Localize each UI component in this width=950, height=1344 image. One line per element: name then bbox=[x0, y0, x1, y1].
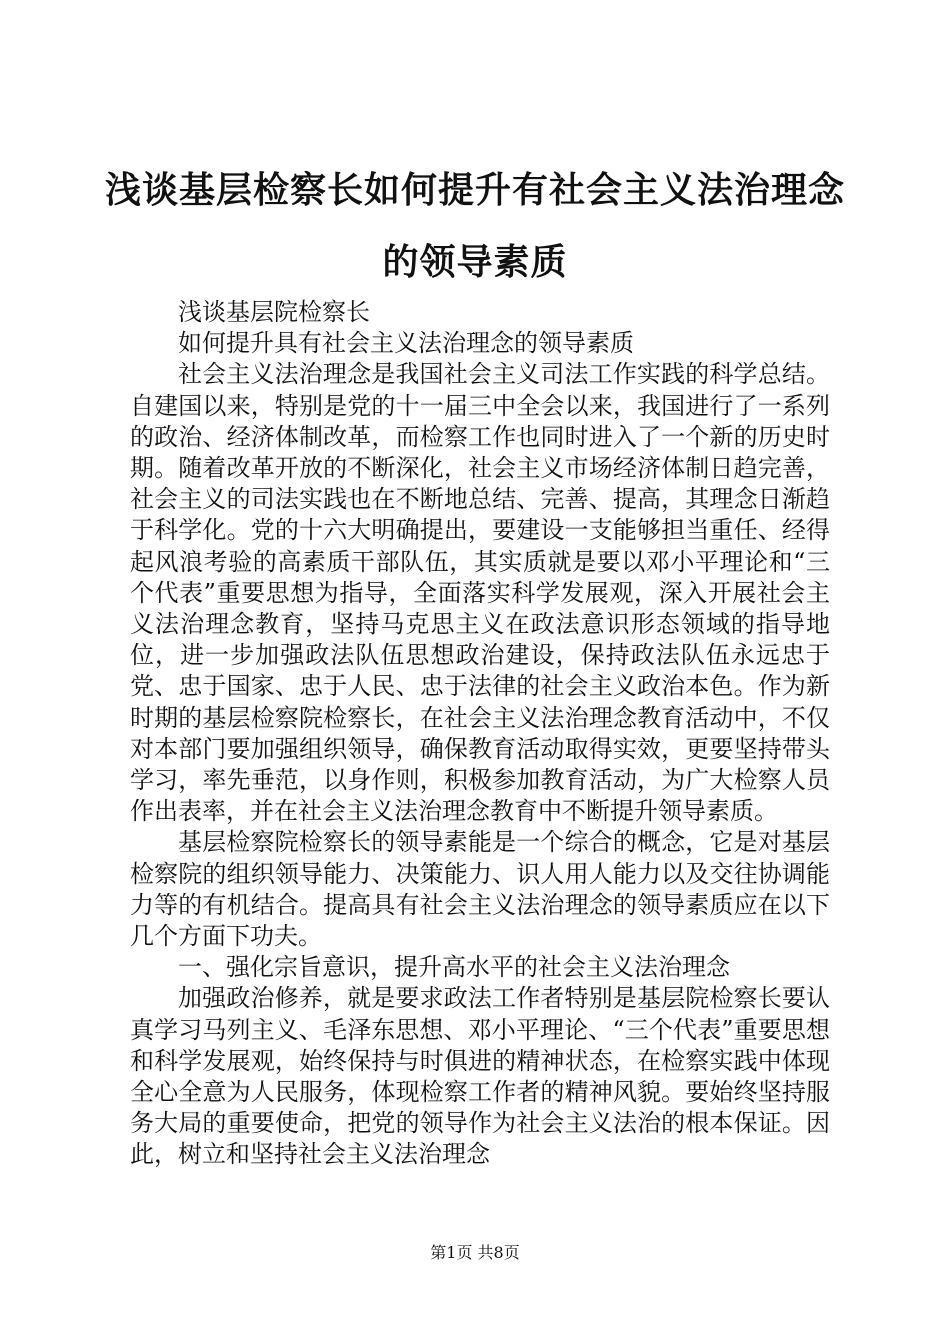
section-heading-1: 一、强化宗旨意识，提升高水平的社会主义法治理念 bbox=[178, 953, 730, 982]
subtitle-line-1: 浅谈基层院检察长 bbox=[178, 298, 370, 326]
document-body bbox=[130, 297, 830, 1171]
document-title: 浅谈基层检察长如何提升有社会主义法治理念的领导素质 bbox=[104, 169, 845, 283]
subtitle-line-2: 如何提升具有社会主义法治理念的领导素质 bbox=[178, 329, 634, 358]
paragraph-section-1: 加强政治修养，就是要求政法工作者特别是基层院检察长要认真学习马列主义、毛泽东思想、邓小平理论、“三个代表”重要思想和科学发展观，始终保持与时俱进的精神状态，在检察实践中体现全心全意为人民服务，体现检察工作者的精神风貌。要始终坚持服务大局的重要使命，把党的领导作为社会主义法治的根本保证。因此，树立和坚持社会主义法治理念 bbox=[130, 984, 830, 1169]
page-footer: 第1页 共8页 bbox=[430, 1243, 520, 1262]
paragraph-intro: 社会主义法治理念是我国社会主义司法工作实践的科学总结。自建国以来，特别是党的十一届三中全会以来，我国进行了一系列的政治、经济体制改革，而检察工作也同时进入了一个新的历史时期。随着改革开放的不断深化，社会主义市场经济体制日趋完善，社会主义的司法实践也在不断地总结、完善、提高，其理念日渐趋于科学化。党的十六大明确提出，要建设一支能够担当重任、经得起风浪考验的高素质干部队伍，其实质就是要以邓小平理论和“三个代表”重要思想为指导，全面落实科学发展观，深入开展社会主义法治理念教育，坚持马克思主义在政法意识形态领域的指导地位，进一步加强政法队伍思想政治建设，保持政法队伍永远忠于党、忠于国家、忠于人民、忠于法律的社会主义政治本色。作为新时期的基层检察院检察长，在社会主义法治理念教育活动中，不仅对本部门要加强组织领导，确保教育活动取得实效，更要坚持带头学习，率先垂范，以身作则，积极参加教育活动，为广大检察人员作出表率，并在社会主义法治理念教育中不断提升领导素质。 bbox=[130, 360, 830, 826]
paragraph-definition: 基层检察院检察长的领导素能是一个综合的概念，它是对基层检察院的组织领导能力、决策能力、识人用人能力以及交往协调能力等的有机结合。提高具有社会主义法治理念的领导素质应在以下几个方面下功夫。 bbox=[130, 828, 830, 951]
